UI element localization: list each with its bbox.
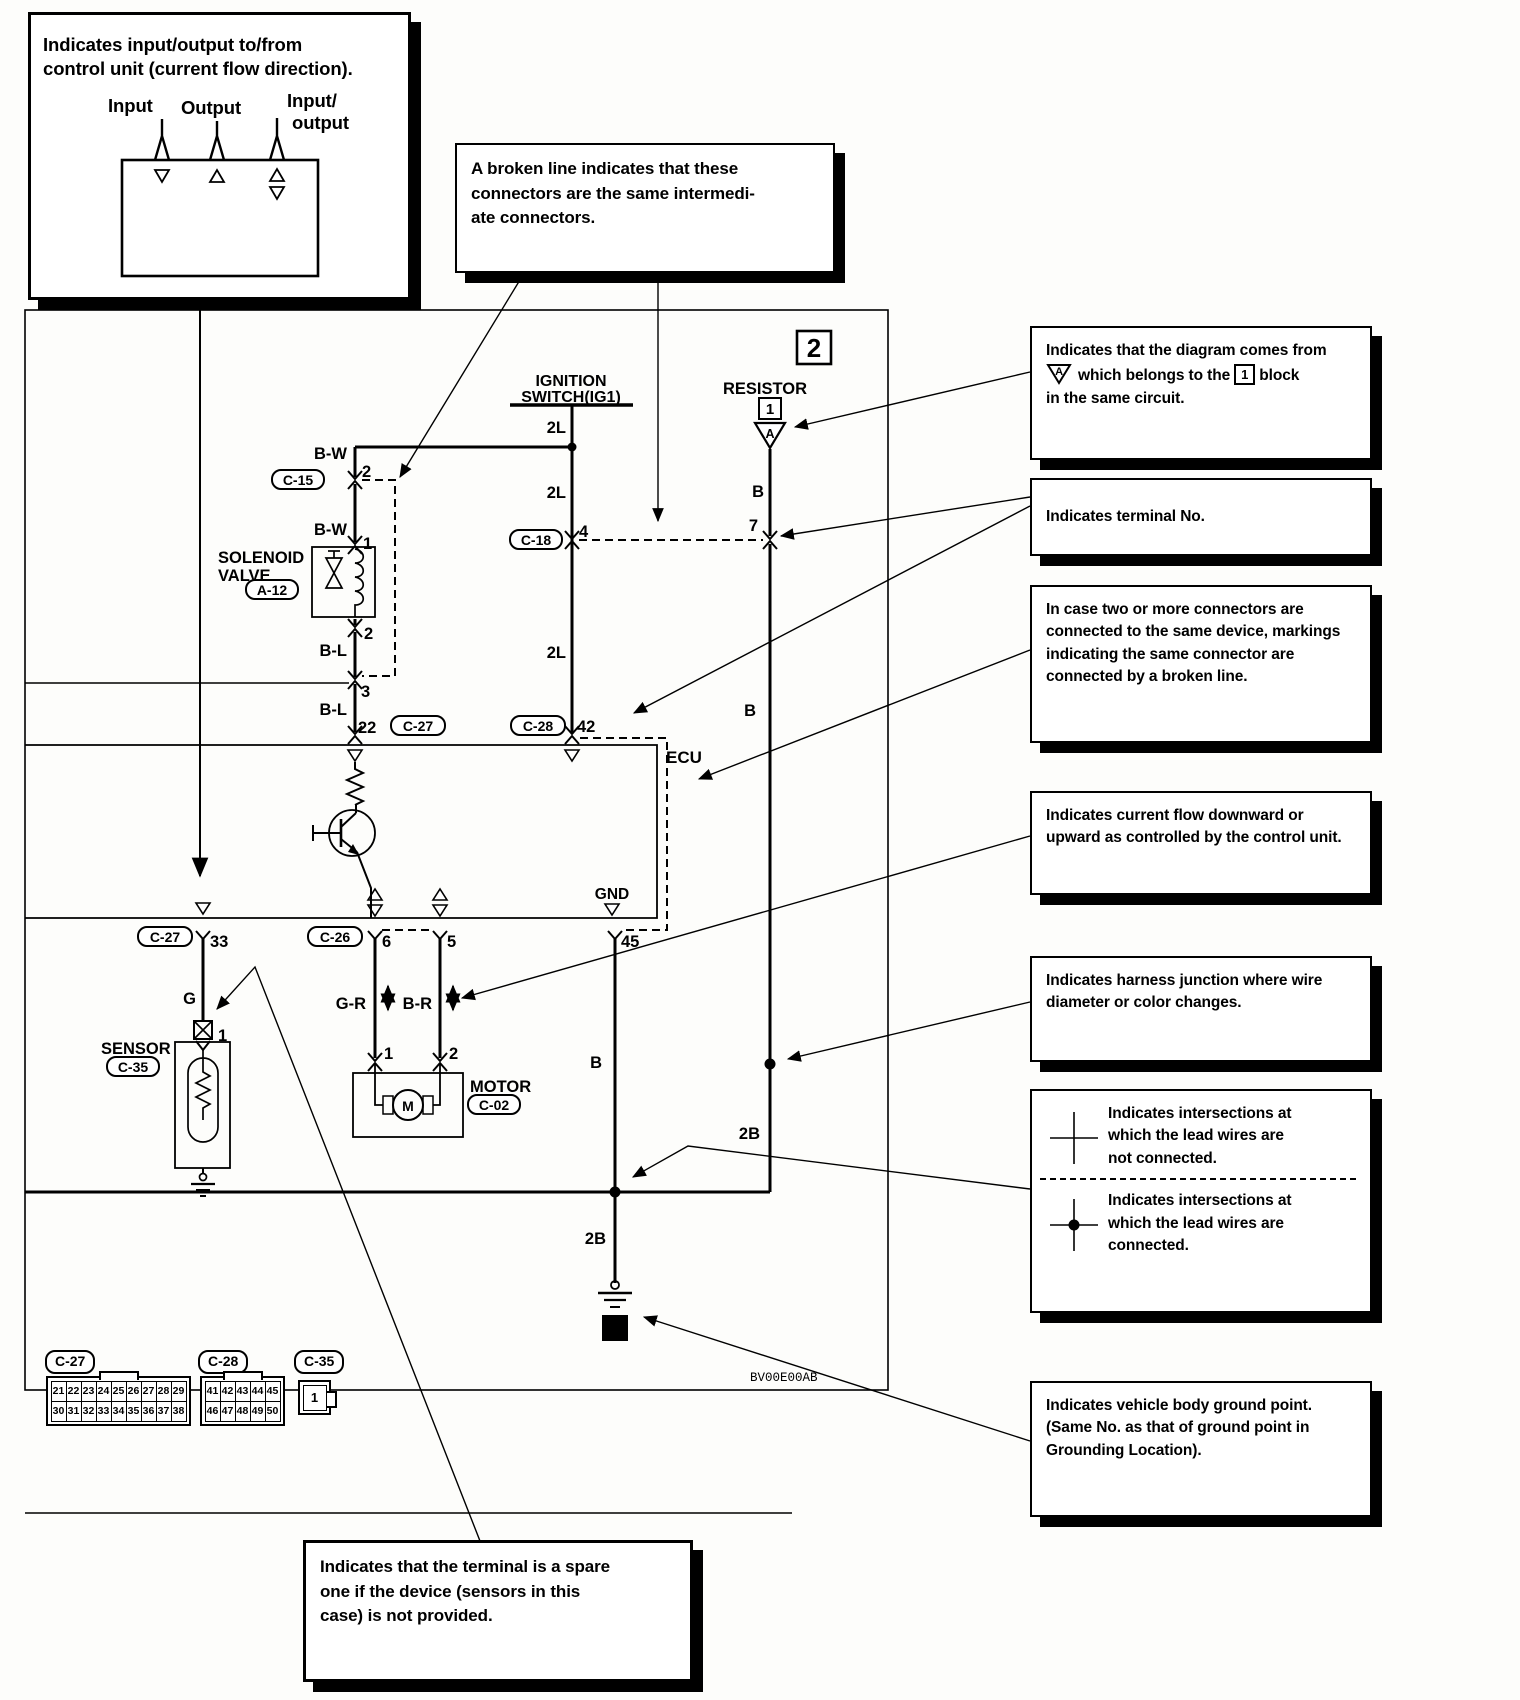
terminal-6: 6 bbox=[382, 933, 392, 951]
diagram-origin-symbol bbox=[723, 380, 807, 448]
pin: 31 bbox=[66, 1401, 82, 1422]
callout-text: which the lead wires are bbox=[1108, 1127, 1284, 1145]
pin: 30 bbox=[51, 1401, 67, 1422]
motor-m-letter: M bbox=[402, 1098, 414, 1114]
triangle-a-inline-icon bbox=[1046, 362, 1072, 385]
pin: 34 bbox=[111, 1401, 127, 1422]
connector-c28: C-28 bbox=[522, 718, 554, 734]
callout-text: (Same No. as that of ground point in bbox=[1046, 1419, 1310, 1437]
motor-label: MOTOR bbox=[470, 1078, 532, 1096]
callout-text: which the lead wires are bbox=[1108, 1214, 1284, 1232]
pin: 26 bbox=[126, 1381, 142, 1402]
terminal-motor-2: 2 bbox=[449, 1045, 459, 1063]
connector-c15: C-15 bbox=[282, 472, 314, 488]
solenoid-label: SOLENOID bbox=[218, 549, 305, 567]
wires bbox=[25, 405, 770, 1283]
terminal-4: 4 bbox=[579, 523, 589, 541]
wire-labels bbox=[183, 419, 764, 1248]
terminal-1: 1 bbox=[363, 535, 373, 553]
intersection-connected-row bbox=[1046, 1190, 1356, 1257]
pin: 46 bbox=[205, 1401, 221, 1422]
io-triangles bbox=[155, 169, 284, 199]
callout-text: upward as controlled by the control unit. bbox=[1046, 829, 1342, 847]
callout-intersections bbox=[1030, 1089, 1372, 1313]
connector-fork-symbols bbox=[155, 118, 284, 160]
wire-bw-1: B-W bbox=[314, 445, 347, 463]
terminal-33: 33 bbox=[210, 933, 229, 951]
pin: 36 bbox=[141, 1401, 157, 1422]
resistor-symbol bbox=[347, 762, 363, 805]
pin: 45 bbox=[265, 1381, 281, 1402]
pin: 50 bbox=[265, 1401, 281, 1422]
svg-text:A: A bbox=[1055, 366, 1063, 379]
wire-2l-3: 2L bbox=[546, 644, 566, 662]
wire-b-1: B bbox=[752, 483, 764, 501]
terminal-motor-1: 1 bbox=[384, 1045, 394, 1063]
callout-diagram-origin bbox=[1030, 326, 1372, 460]
figure-code: BV00E00AB bbox=[750, 1371, 818, 1385]
callout-same-connector bbox=[1030, 585, 1372, 743]
ignition-switch-label2: SWITCH(IG1) bbox=[521, 389, 621, 406]
wire-b-2: B bbox=[744, 702, 756, 720]
motor-symbol bbox=[353, 1064, 463, 1137]
pin: 24 bbox=[96, 1381, 112, 1402]
pinout-c27 bbox=[46, 1376, 191, 1426]
callout-ground-point bbox=[1030, 1381, 1372, 1517]
block-number-badge bbox=[797, 331, 831, 364]
wire-g: G bbox=[183, 990, 196, 1008]
terminal-22: 22 bbox=[358, 719, 377, 737]
pin: 49 bbox=[250, 1401, 266, 1422]
wire-2l-1: 2L bbox=[546, 419, 566, 437]
pin: 38 bbox=[171, 1401, 187, 1422]
pin: 21 bbox=[51, 1381, 67, 1402]
block-1-inline-icon: 1 bbox=[1234, 364, 1255, 385]
input-label: Input bbox=[108, 95, 153, 116]
callout-current-flow bbox=[1030, 791, 1372, 895]
callout-text: Indicates harness junction where wire bbox=[1046, 972, 1323, 989]
wire-gr: G-R bbox=[335, 995, 366, 1013]
pin: 48 bbox=[235, 1401, 251, 1422]
callout-text: Indicates terminal No. bbox=[1046, 507, 1205, 525]
callout-text: In case two or more connectors are bbox=[1046, 601, 1304, 618]
callout-text: connected to the same device, markings bbox=[1046, 623, 1341, 641]
pin: 28 bbox=[156, 1381, 172, 1402]
callout-text: ate connectors. bbox=[471, 208, 596, 228]
pin: 22 bbox=[66, 1381, 82, 1402]
wire-bl-1: B-L bbox=[319, 642, 347, 660]
sensor-symbol bbox=[175, 1021, 230, 1196]
callout-spare-terminal bbox=[303, 1540, 693, 1682]
terminal-5: 5 bbox=[447, 933, 457, 951]
wire-b-3: B bbox=[590, 1054, 602, 1072]
pinout-label-c27: C-27 bbox=[45, 1350, 95, 1374]
wire-bw-2: B-W bbox=[314, 521, 347, 539]
pin: 42 bbox=[220, 1381, 236, 1402]
callout-text: block bbox=[1259, 367, 1300, 385]
terminal-45: 45 bbox=[621, 933, 640, 951]
sensor-label: SENSOR bbox=[101, 1040, 171, 1058]
input-output-label2: output bbox=[292, 112, 349, 133]
connector-tab bbox=[223, 1371, 263, 1380]
callout-harness-junction bbox=[1030, 956, 1372, 1062]
pin: 23 bbox=[81, 1381, 97, 1402]
block-number: 2 bbox=[806, 333, 822, 363]
callout-text: connectors are the same intermedi- bbox=[471, 183, 755, 203]
terminal-2b: 2 bbox=[364, 625, 374, 643]
junction-dots bbox=[568, 443, 776, 1198]
callout-text: case) is not provided. bbox=[320, 1606, 493, 1626]
input-output-label1: Input/ bbox=[287, 90, 337, 111]
io-legend-content bbox=[31, 15, 402, 291]
io-triangle-down-example bbox=[270, 187, 284, 199]
ground-symbol bbox=[598, 1281, 632, 1341]
pin: 44 bbox=[250, 1381, 266, 1402]
callout-text: one if the device (sensors in this bbox=[320, 1581, 581, 1601]
wire-2b-1: 2B bbox=[738, 1125, 760, 1143]
callout-text: connected by a broken line. bbox=[1046, 668, 1248, 686]
connector-tab bbox=[327, 1391, 337, 1408]
callout-text: Indicates vehicle body ground point. bbox=[1046, 1397, 1312, 1414]
callout-text: Indicates current flow downward or bbox=[1046, 807, 1304, 824]
wire-2l-2: 2L bbox=[546, 484, 566, 502]
coil-symbol bbox=[355, 549, 363, 617]
connector-a12: A-12 bbox=[256, 582, 288, 598]
pin: 47 bbox=[220, 1401, 236, 1422]
callout-text: not connected. bbox=[1108, 1149, 1217, 1167]
device-labels bbox=[101, 373, 818, 1385]
broken-lines bbox=[362, 480, 763, 930]
gnd-label: GND bbox=[594, 886, 630, 903]
callout-text: Indicates intersections at bbox=[1108, 1192, 1292, 1210]
solenoid-valve-symbol bbox=[312, 547, 375, 617]
ecu-internal-circuit bbox=[313, 762, 375, 918]
output-triangle-example bbox=[210, 170, 224, 182]
crossing-connected-icon bbox=[1046, 1196, 1108, 1254]
solenoid-label2: VALVE bbox=[218, 567, 271, 585]
triangle-a-letter: A bbox=[765, 427, 775, 441]
terminal-42: 42 bbox=[577, 718, 596, 736]
io-title-1: Indicates input/output to/from bbox=[43, 34, 303, 55]
terminal-sensor-1: 1 bbox=[218, 1027, 228, 1045]
connector-c35: C-35 bbox=[117, 1059, 149, 1075]
connector-c18: C-18 bbox=[520, 532, 552, 548]
callout-text: Indicates that the terminal is a spare bbox=[320, 1557, 611, 1576]
pinout-label-c35: C-35 bbox=[294, 1350, 344, 1374]
callout-text: connected. bbox=[1108, 1237, 1189, 1255]
pin: 27 bbox=[141, 1381, 157, 1402]
ignition-switch-label: IGNITION bbox=[535, 373, 607, 390]
pin: 33 bbox=[96, 1401, 112, 1422]
callout-broken-line bbox=[455, 143, 835, 273]
callout-text: Indicates that the diagram comes from bbox=[1046, 342, 1327, 359]
connector-c02: C-02 bbox=[478, 1097, 510, 1113]
callout-text: A broken line indicates that these bbox=[471, 159, 739, 178]
callout-terminal-no bbox=[1030, 478, 1372, 556]
pin: 29 bbox=[171, 1381, 187, 1402]
input-triangle-example bbox=[155, 170, 169, 182]
pin: 35 bbox=[126, 1401, 142, 1422]
io-flow-triangles bbox=[196, 750, 619, 916]
callout-text: diameter or color changes. bbox=[1046, 994, 1242, 1012]
callout-text: indicating the same connector are bbox=[1046, 645, 1295, 663]
connector-tab bbox=[99, 1371, 139, 1380]
output-label: Output bbox=[181, 97, 242, 118]
pinout-c35 bbox=[298, 1380, 331, 1415]
connected-intersection-dot bbox=[610, 1187, 621, 1198]
connector-c27-top: C-27 bbox=[402, 718, 434, 734]
wire-2b-2: 2B bbox=[584, 1230, 606, 1248]
callout-text: which belongs to the bbox=[1078, 367, 1231, 385]
pin: 43 bbox=[235, 1381, 251, 1402]
input-triangle bbox=[196, 903, 210, 914]
terminal-2: 2 bbox=[362, 463, 372, 481]
harness-junction-dot bbox=[765, 1059, 776, 1070]
resistor-block-number: 1 bbox=[765, 401, 775, 418]
pin: 32 bbox=[81, 1401, 97, 1422]
io-legend-box bbox=[28, 12, 411, 300]
pinout-c28 bbox=[200, 1376, 285, 1426]
pin: 25 bbox=[111, 1381, 127, 1402]
ecu-label: ECU bbox=[666, 748, 702, 767]
pin: 1 bbox=[303, 1385, 327, 1411]
dashed-divider bbox=[1040, 1178, 1356, 1180]
connector-c27-bottom: C-27 bbox=[149, 929, 181, 945]
terminal-3: 3 bbox=[361, 683, 371, 701]
pinout-label-c28: C-28 bbox=[198, 1350, 248, 1374]
wire-bl-2: B-L bbox=[319, 701, 347, 719]
crossing-not-connected-icon bbox=[1046, 1109, 1108, 1167]
pin: 37 bbox=[156, 1401, 172, 1422]
callout-text: Indicates intersections at bbox=[1108, 1105, 1292, 1122]
terminal-7: 7 bbox=[748, 517, 758, 535]
connector-capsules bbox=[107, 470, 565, 1114]
resistor-label: RESISTOR bbox=[722, 380, 808, 398]
callout-text: in the same circuit. bbox=[1046, 389, 1185, 407]
intersection-not-connected-row bbox=[1046, 1103, 1356, 1170]
io-triangle-up-example bbox=[270, 169, 284, 181]
callout-text: Grounding Location). bbox=[1046, 1441, 1202, 1459]
connector-c26: C-26 bbox=[319, 929, 351, 945]
ground-number: 3 bbox=[610, 1321, 620, 1338]
wire-br: B-R bbox=[402, 995, 432, 1013]
pin: 41 bbox=[205, 1381, 221, 1402]
io-title-2: control unit (current flow direction). bbox=[43, 58, 353, 79]
